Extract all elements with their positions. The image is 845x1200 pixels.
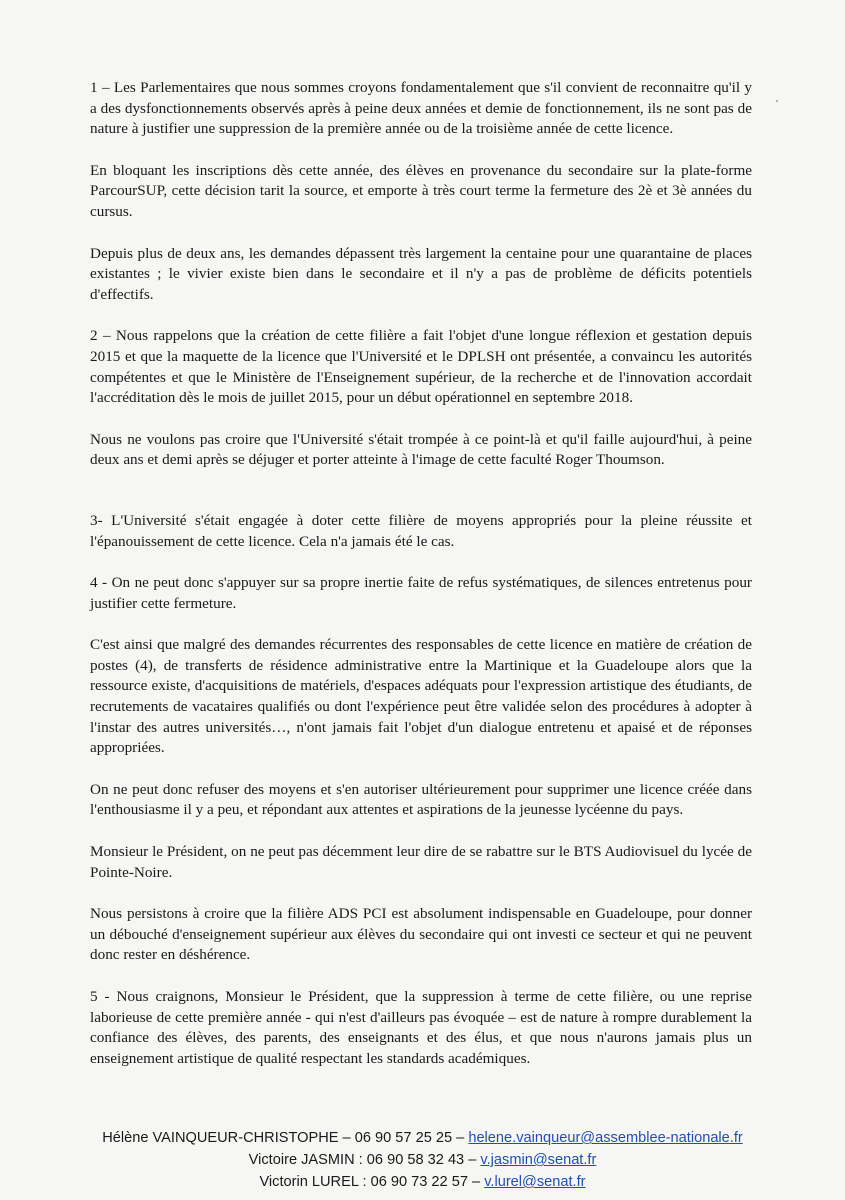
contact-line-1 <box>0 1127 845 1149</box>
paragraph-5: Nous ne voulons pas croire que l'Université s'était trompée à ce point-là et qu'il faille aujourd'hui, à peine deux ans et demi après se déjuger et porter atteinte à l'image de cette faculté Roger Thoumson. <box>90 430 752 469</box>
paragraph-4: 2 – Nous rappelons que la création de cette filière a fait l'objet d'une longue réflexion et gestation depuis 2015 et que la maquette de la licence que l'Université et le DPLSH ont présentée, a convaincu les autorités compétentes et que le Ministère de l'Enseignement supérieur, de la recherche et de l'innovation accordait l'accréditation dès le mois de juillet 2015, pour un début opérationnel en septembre 2018. <box>90 327 752 407</box>
contact-line-3 <box>0 1171 845 1193</box>
paragraph-6: 3- L'Université s'était engagée à doter cette filière de moyens appropriés pour la pleine réussite et l'épanouissement de cette licence. Cela n'a jamais été le cas. <box>90 511 752 550</box>
paragraph-10: Monsieur le Président, on ne peut pas décemment leur dire de se rabattre sur le BTS Audiovisuel du lycée de Pointe-Noire. <box>90 843 752 881</box>
contact-email-1[interactable]: helene.vainqueur@assemblee-nationale.fr <box>468 1130 743 1146</box>
scan-speck <box>776 100 778 102</box>
paragraph-7: 4 - On ne peut donc s'appuyer sur sa propre inertie faite de refus systématiques, de silences entretenus pour justifier cette fermeture. <box>90 574 752 612</box>
paragraph-8: C'est ainsi que malgré des demandes récurrentes des responsables de cette licence en matière de création de postes (4), de transferts de résidence administrative entre la Martinique et la Guadeloupe alors que la ressource existe, d'acquisitions de matériels, d'espaces adéquats pour l'expression artistique des étudiants, de recrutements de vacataires qualifiés ou dont l'expérience peut être validée selon des procédures à adopter à l'instar des autres universités…, n'ont jamais fait l'objet d'un dialogue entretenu et apaisé et de réponses appropriées. <box>90 636 752 757</box>
contact-footer <box>0 1127 845 1193</box>
contact-line-2 <box>0 1149 845 1171</box>
contact-email-3[interactable]: v.lurel@senat.fr <box>484 1174 586 1190</box>
contact-text-1: Hélène VAINQUEUR-CHRISTOPHE – 06 90 57 25 25 – <box>102 1130 469 1146</box>
paragraph-2: En bloquant les inscriptions dès cette année, des élèves en provenance du secondaire sur la plate-forme ParcourSUP, cette décision tarit la source, et emporte à très court terme la fermeture des 2è et 3è années du cursus. <box>90 161 752 220</box>
contact-text-2: Victoire JASMIN : 06 90 58 32 43 – <box>248 1152 481 1168</box>
paragraph-1: 1 – Les Parlementaires que nous sommes croyons fondamentalement que s'il convient de reconnaitre qu'il y a des dysfonctionnements observés après à peine deux années et demie de fonctionnement, ils ne sont pas de nature à justifier une suppression de la première année ou de la troisième année de cette licence. <box>90 79 752 138</box>
contact-email-2[interactable]: v.jasmin@senat.fr <box>480 1152 597 1168</box>
paragraph-3: Depuis plus de deux ans, les demandes dépassent très largement la centaine pour une quarantaine de places existantes ; le vivier existe bien dans le secondaire et il n'y a pas de problème de déficits potentiels d'effectifs. <box>90 244 752 303</box>
contact-text-3: Victorin LUREL : 06 90 73 22 57 – <box>259 1174 485 1190</box>
letter-body <box>90 78 752 1090</box>
paragraph-12: 5 - Nous craignons, Monsieur le Président, que la suppression à terme de cette filière, ou une reprise laborieuse de cette première année - qui n'est d'ailleurs pas évoquée – est de nature à rompre durablement la confiance des élèves, des parents, des enseignants et des élus, et que nous n'aurons jamais plus un enseignement artistique de qualité respectant les standards académiques. <box>90 988 752 1067</box>
paragraph-9: On ne peut donc refuser des moyens et s'en autoriser ultérieurement pour supprimer une licence créée dans l'enthousiasme il y a peu, et répondant aux attentes et aspirations de la jeunesse lycéenne du pays. <box>90 780 752 819</box>
paragraph-11: Nous persistons à croire que la filière ADS PCI est absolument indispensable en Guadeloupe, pour donner un débouché d'enseignement supérieur aux élèves du secondaire qui ont investi ce secteur et qui ne peuvent donc rester en déshérence. <box>90 905 752 964</box>
